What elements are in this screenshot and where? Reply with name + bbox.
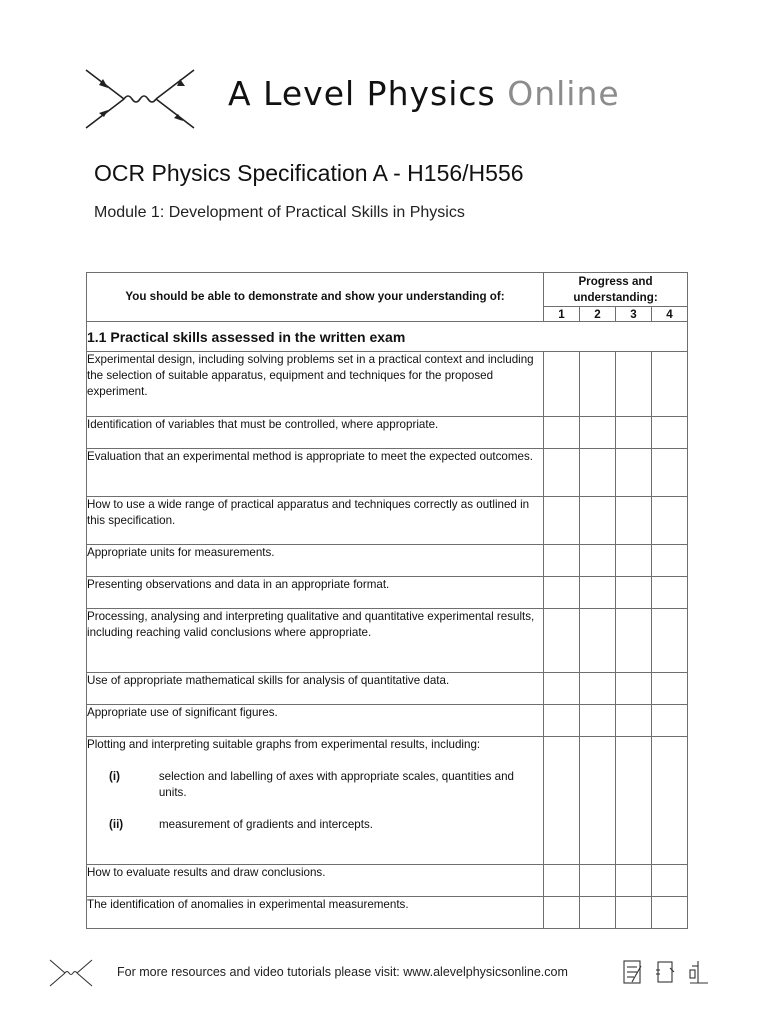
rating-header: 1: [544, 307, 580, 322]
footer-icons: [622, 958, 714, 986]
rating-cell[interactable]: [652, 545, 688, 577]
circuit-icon: [656, 962, 674, 982]
rating-cell[interactable]: [580, 865, 616, 897]
rating-cell[interactable]: [580, 705, 616, 737]
criterion-text: Appropriate units for measurements.: [87, 545, 544, 577]
sub-item-text: measurement of gradients and intercepts.: [159, 818, 373, 831]
rating-cell[interactable]: [544, 545, 580, 577]
rating-cell[interactable]: [544, 705, 580, 737]
criterion-text: How to evaluate results and draw conclusions.: [87, 865, 544, 897]
rating-cell[interactable]: [580, 352, 616, 417]
rating-cell[interactable]: [544, 673, 580, 705]
rating-cell[interactable]: [544, 897, 580, 929]
criterion-text: How to use a wide range of practical apparatus and techniques correctly as outlined in this specification.: [87, 497, 544, 545]
description-header: You should be able to demonstrate and show your understanding of:: [87, 273, 544, 322]
rating-cell[interactable]: [652, 497, 688, 545]
rating-cell[interactable]: [544, 417, 580, 449]
criterion-text: The identification of anomalies in experimental measurements.: [87, 897, 544, 929]
brand-wordmark: [228, 74, 620, 113]
rating-cell[interactable]: [616, 352, 652, 417]
rating-cell[interactable]: [580, 577, 616, 609]
sub-item-label: (ii): [109, 818, 124, 831]
rating-cell[interactable]: [652, 417, 688, 449]
rating-cell[interactable]: [544, 497, 580, 545]
sub-item: [87, 769, 543, 801]
sub-item-text: selection and labelling of axes with appropriate scales, quantities and units.: [158, 770, 514, 799]
rating-cell[interactable]: [616, 865, 652, 897]
rating-header: 3: [616, 307, 652, 322]
rating-cell[interactable]: [544, 609, 580, 673]
brand-online: Online: [507, 74, 620, 113]
criterion-text: Identification of variables that must be controlled, where appropriate.: [87, 417, 544, 449]
notepad-icon: [624, 961, 641, 983]
page-subtitle: Module 1: Development of Practical Skills in Physics: [94, 204, 465, 221]
sub-item: [87, 817, 543, 833]
rating-cell[interactable]: [652, 737, 688, 865]
clamp-stand-icon: [690, 961, 708, 983]
rating-cell[interactable]: [616, 545, 652, 577]
criterion-cell: [87, 737, 544, 865]
feynman-diagram-logo: [82, 66, 202, 132]
rating-cell[interactable]: [544, 865, 580, 897]
rating-cell[interactable]: [652, 865, 688, 897]
rating-cell[interactable]: [616, 705, 652, 737]
sub-item-label: (i): [109, 770, 120, 783]
criterion-text: Processing, analysing and interpreting qualitative and quantitative experimental results, including reaching valid conclusions where appropriate.: [87, 609, 544, 673]
criterion-text: Use of appropriate mathematical skills for analysis of quantitative data.: [87, 673, 544, 705]
rating-header: 2: [580, 307, 616, 322]
criterion-text: Experimental design, including solving problems set in a practical context and including the selection of suitable apparatus, equipment and techniques for the proposed experiment.: [87, 352, 544, 417]
rating-header: 4: [652, 307, 688, 322]
footer-text: For more resources and video tutorials please visit: www.alevelphysicsonline.com: [117, 965, 568, 979]
rating-cell[interactable]: [652, 673, 688, 705]
criterion-text: Evaluation that an experimental method is appropriate to meet the expected outcomes.: [87, 449, 544, 497]
rating-cell[interactable]: [616, 897, 652, 929]
rating-cell[interactable]: [616, 609, 652, 673]
criterion-text: Appropriate use of significant figures.: [87, 705, 544, 737]
rating-cell[interactable]: [580, 737, 616, 865]
rating-cell[interactable]: [580, 449, 616, 497]
rating-cell[interactable]: [616, 577, 652, 609]
rating-cell[interactable]: [580, 897, 616, 929]
rating-cell[interactable]: [652, 609, 688, 673]
page-title: OCR Physics Specification A - H156/H556: [94, 160, 524, 186]
rating-cell[interactable]: [652, 705, 688, 737]
rating-cell[interactable]: [544, 352, 580, 417]
criterion-text: Presenting observations and data in an appropriate format.: [87, 577, 544, 609]
rating-cell[interactable]: [580, 545, 616, 577]
brand-main: A Level Physics: [228, 74, 496, 113]
rating-cell[interactable]: [580, 673, 616, 705]
rating-cell[interactable]: [544, 737, 580, 865]
rating-cell[interactable]: [616, 737, 652, 865]
rating-cell[interactable]: [616, 497, 652, 545]
rating-cell[interactable]: [544, 577, 580, 609]
criterion-text: Plotting and interpreting suitable graphs from experimental results, including:: [87, 738, 481, 751]
progress-table: [86, 272, 688, 929]
rating-cell[interactable]: [616, 449, 652, 497]
rating-cell[interactable]: [652, 352, 688, 417]
rating-cell[interactable]: [580, 417, 616, 449]
rating-cell[interactable]: [616, 673, 652, 705]
footer-logo-icon: [48, 958, 94, 988]
rating-cell[interactable]: [652, 897, 688, 929]
rating-cell[interactable]: [652, 577, 688, 609]
progress-header: Progress and understanding:: [544, 273, 688, 307]
rating-cell[interactable]: [580, 497, 616, 545]
rating-cell[interactable]: [652, 449, 688, 497]
rating-cell[interactable]: [580, 609, 616, 673]
section-heading: 1.1 Practical skills assessed in the written exam: [87, 322, 688, 352]
rating-cell[interactable]: [616, 417, 652, 449]
rating-cell[interactable]: [544, 449, 580, 497]
